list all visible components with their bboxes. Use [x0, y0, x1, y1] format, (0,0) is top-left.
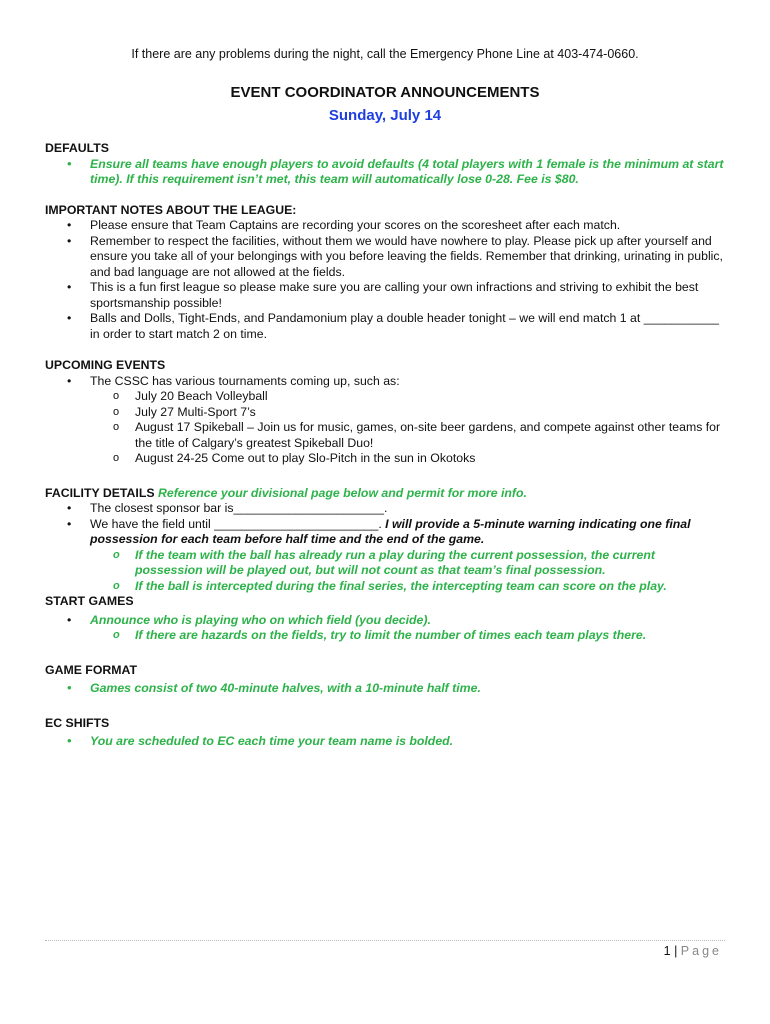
sublist-item: o If the team with the ball has already run a play during the current possession, the current possession will be played out, but will not count as that team’s final possession.	[90, 548, 725, 579]
sublist-item: o If there are hazards on the fields, try to limit the number of times each team plays there.	[90, 628, 725, 644]
field-warning-text: I will provide a 5-minute warning indicating one final possession for each team before half time and the end of the game.	[90, 516, 691, 546]
game-format-list	[45, 681, 725, 697]
list-item: • Please ensure that Team Captains are recording your scores on the scoresheet after each match.	[45, 218, 725, 234]
start-games-sublist	[90, 628, 725, 644]
list-item	[45, 613, 725, 644]
league-notes-heading: IMPORTANT NOTES ABOUT THE LEAGUE:	[45, 202, 297, 217]
list-item: • Remember to respect the facilities, without them we would have nowhere to play. Please pick up after yourself and ensure you take all of your belongings with you before leaving the fields. Remember that drinking, urinating in public, and bad language are not allowed at the fields.	[45, 234, 725, 281]
facility-list	[45, 501, 725, 594]
page-label: Page	[680, 944, 722, 958]
sublist-item: o July 27 Multi-Sport 7’s	[90, 405, 725, 421]
ec-shifts-list	[45, 734, 725, 750]
content	[45, 141, 725, 750]
list-item: • The closest sponsor bar is______________________.	[45, 501, 725, 517]
emergency-note: If there are any problems during the night, call the Emergency Phone Line at 403-474-0660.	[131, 47, 639, 61]
page-date: Sunday, July 14	[328, 107, 442, 124]
page-footer	[664, 944, 722, 958]
start-games-list	[45, 613, 725, 644]
upcoming-list	[45, 374, 725, 467]
footer-divider	[45, 940, 725, 941]
page-title: EVENT COORDINATOR ANNOUNCEMENTS	[230, 84, 540, 101]
list-item	[45, 374, 725, 467]
sublist-item: o July 20 Beach Volleyball	[90, 389, 725, 405]
page-number: 1	[663, 944, 671, 958]
upcoming-heading: UPCOMING EVENTS	[45, 358, 166, 372]
list-item: • You are scheduled to EC each time your team name is bolded.	[45, 734, 725, 750]
sublist-item: o If the ball is intercepted during the final series, the intercepting team can score on the play.	[90, 579, 725, 595]
sublist-item: o August 17 Spikeball – Join us for music, games, on-site beer gardens, and compete against other teams for the title of Calgary’s greatest Spikeball Duo!	[90, 420, 725, 451]
defaults-item: • Ensure all teams have enough players to avoid defaults (4 total players with 1 female is the minimum at start time). If this requirement isn’t met, this team will automatically lose 0-28. Fee is $80.	[45, 157, 725, 188]
page-separator: |	[670, 944, 681, 958]
field-until-text: We have the field until ________________________.	[90, 516, 386, 531]
league-notes-list	[45, 218, 725, 342]
upcoming-sublist	[90, 389, 725, 467]
list-item: • This is a fun first league so please make sure you are calling your own infractions and striving to exhibit the best sportsmanship possible!	[45, 280, 725, 311]
list-item: • Balls and Dolls, Tight-Ends, and Pandamonium play a double header tonight – we will end match 1 at ___________ in order to start match 2 on time.	[45, 311, 725, 342]
start-games-item: Announce who is playing who on which field (you decide).	[90, 612, 431, 627]
upcoming-item: The CSSC has various tournaments coming up, such as:	[90, 373, 400, 388]
start-games-heading: START GAMES	[45, 594, 134, 608]
sublist-item: o August 24-25 Come out to play Slo-Pitch in the sun in Okotoks	[90, 451, 725, 467]
facility-heading	[45, 486, 725, 502]
facility-heading-text: FACILITY DETAILS	[45, 485, 155, 500]
list-item	[45, 517, 725, 595]
defaults-list	[45, 157, 725, 188]
list-item: • Games consist of two 40-minute halves, with a 10-minute half time.	[45, 681, 725, 697]
defaults-heading: DEFAULTS	[45, 141, 109, 155]
facility-sublist	[90, 548, 725, 595]
ec-shifts-heading: EC SHIFTS	[45, 715, 110, 730]
facility-note: Reference your divisional page below and permit for more info.	[157, 485, 527, 500]
game-format-heading: GAME FORMAT	[45, 662, 137, 677]
